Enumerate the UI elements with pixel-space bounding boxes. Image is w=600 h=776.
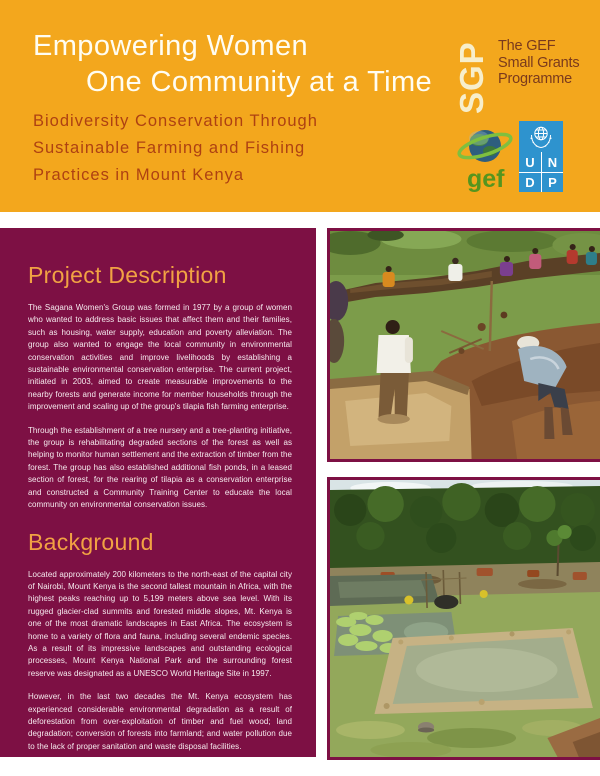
sgp-acronym: SGP — [453, 41, 490, 114]
title-line-2: One Community at a Time — [86, 66, 433, 98]
fish-ponds-illustration — [330, 480, 600, 757]
paragraph: However, in the last two decades the Mt. Kenya ecosystem has experienced considerable environmental degradation as a result of deforestation from over-exploitation of timber and fuel wood; land degradation; conversion of forests into farmland; and water pollution due to the lack of proper sanitation and waste disposal facilities. — [28, 692, 292, 751]
section-background — [28, 529, 292, 754]
photo-fish-ponds — [327, 477, 600, 760]
undp-letters: U N D P — [519, 152, 563, 192]
paragraph: The Sagana Women's Group was formed in 1977 by a group of women who wanted to address basic issues that affect them and their families, such as housing, water supply, education and poverty alleviation. The group also wanted to engage the local community in environmental conservation activities and improve livelihoods by establishing a sustainable environmental conservation enterprise. The current project, initiated in 2003, aimed to create measurable improvements to the nearby forests and generate income for member households through the improvement and scaling up of the group's tilapia fish farming enterprise. — [28, 303, 292, 412]
undp-logo — [519, 121, 563, 192]
photo-pond-digging — [327, 228, 600, 462]
page-title — [33, 28, 432, 100]
section-project-description — [28, 262, 292, 512]
gef-globe-icon — [457, 120, 515, 194]
paragraph: Located approximately 200 kilometers to the north-east of the capital city of Nairobi, Mount Kenya is the second tallest mountain in Africa, with the highest peaks reaching up to 5,199 meters above sea level. With its rugged glacier-clad summits and forested middle slopes, Mt. Kenya is one of the most dramatic landscapes in East Africa. The ecosystem is home to a variety of flora and fauna, including several endemic species. As a result of its impressive landscapes and outstanding ecological processes, Mount Kenya National Park and the surrounding forest reserve was designated as a UNESCO World Heritage Site in 1997. — [28, 569, 292, 678]
title-line-1: Empowering Women — [33, 30, 309, 62]
un-emblem-icon — [519, 121, 563, 152]
svg-text:gef: gef — [467, 165, 505, 193]
masthead — [0, 0, 600, 212]
pond-digging-illustration — [330, 231, 600, 459]
content-panel — [0, 228, 316, 757]
gef-logo — [457, 120, 515, 194]
sgp-logo — [452, 30, 579, 114]
section-heading: Background — [28, 528, 154, 555]
project-subtitle: Biodiversity Conservation Through Sustainable Farming and Fishing Practices in Mount Kenya — [33, 112, 318, 184]
section-heading: Project Description — [28, 262, 227, 288]
paragraph: Through the establishment of a tree nursery and a tree-planting initiative, the group is rehabilitating degraded sections of the forest as well as helping to monitor human settlement and the extraction of timber from the forest. The group has also established additional fish ponds, in a leased section of forest, for the rearing of tilapia as a conservation enterprise and constructed a Community Training Center to educate the local community on environmental conservation issues. — [28, 425, 292, 510]
sgp-name: The GEF Small Grants Programme — [498, 38, 580, 87]
